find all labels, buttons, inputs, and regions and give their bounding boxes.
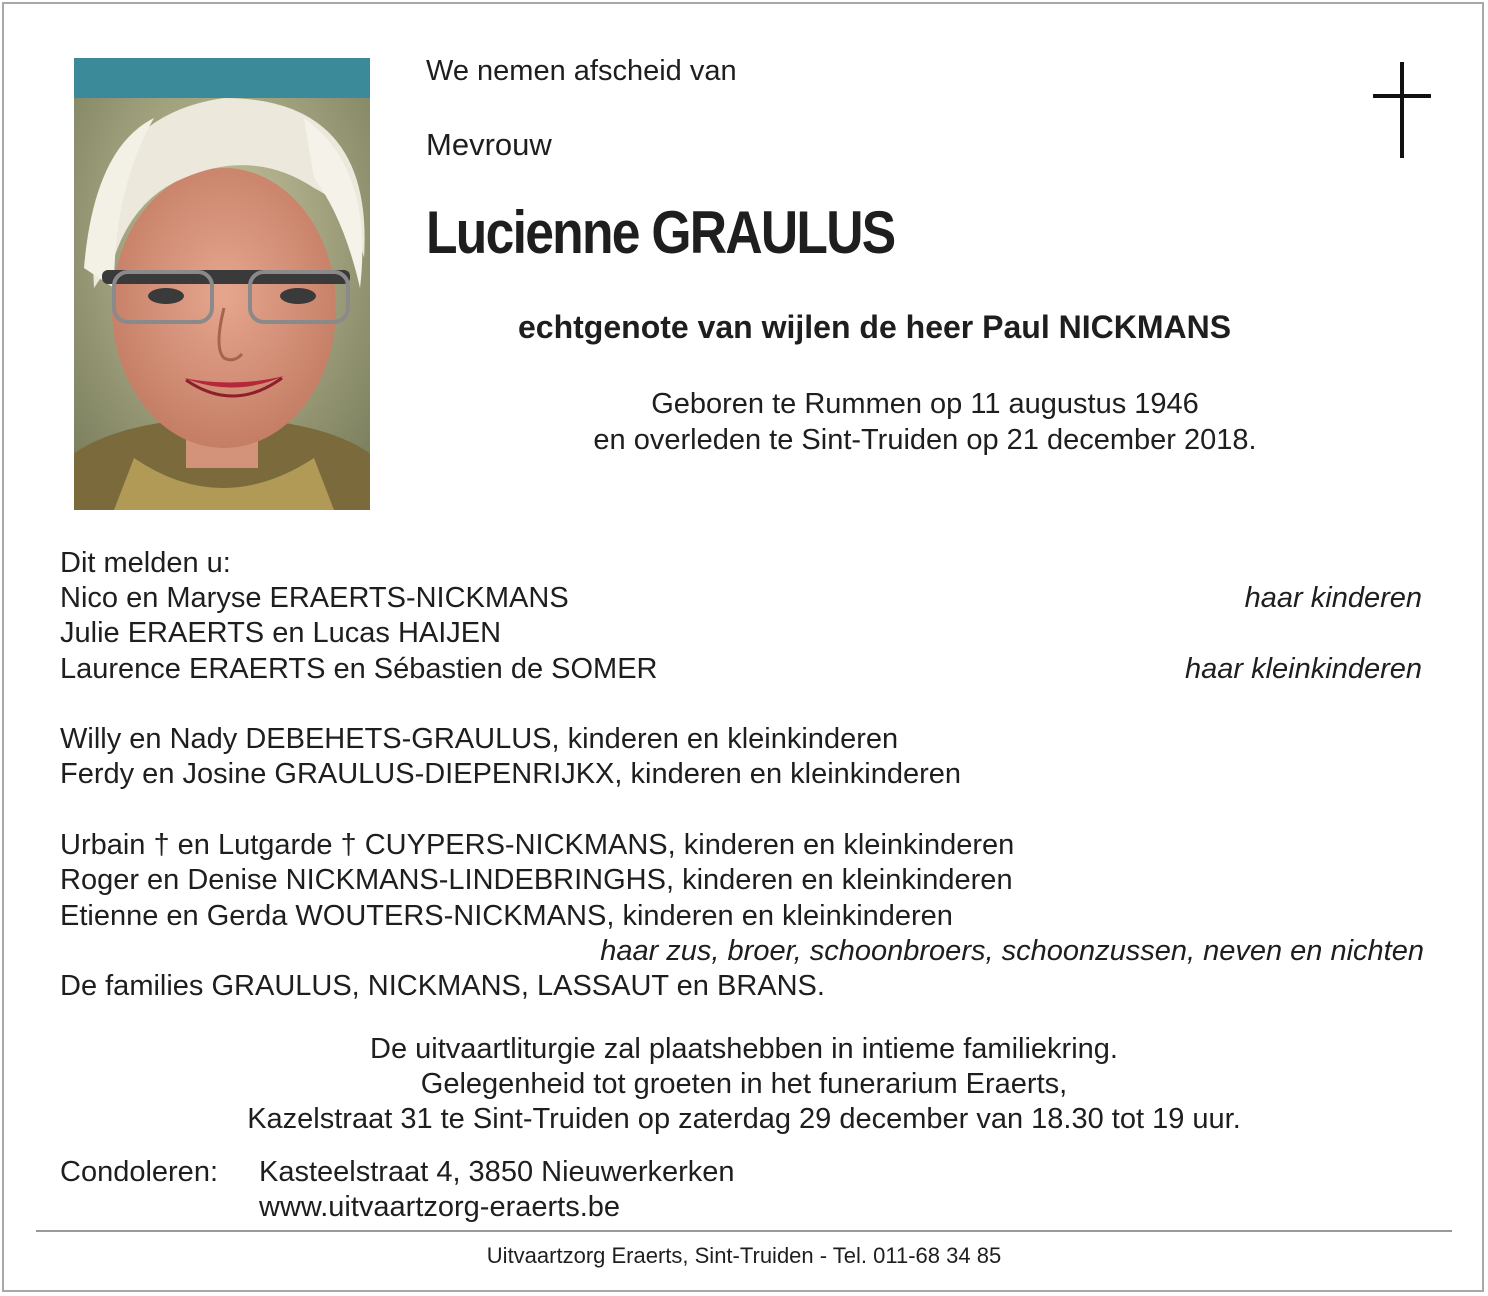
funeral-line: De uitvaartliturgie zal plaatshebben in intieme familiekring. — [370, 1033, 1118, 1065]
portrait-photo — [74, 58, 370, 510]
deceased-name: Lucienne GRAULUS — [426, 199, 895, 266]
footer-divider — [36, 1230, 1452, 1232]
cross-icon-bar — [1373, 94, 1431, 98]
spouse-line: echtgenote van wijlen de heer Paul NICKMANS — [518, 309, 1232, 345]
family-role: haar kleinkinderen — [1185, 653, 1422, 685]
birth-line: Geboren te Rummen op 11 augustus 1946 — [651, 388, 1199, 420]
family-line: Willy en Nady DEBEHETS-GRAULUS, kinderen en kleinkinderen — [60, 723, 899, 755]
condolences-address: Kasteelstraat 4, 3850 Nieuwerkerken — [259, 1156, 735, 1188]
family-line: Etienne en Gerda WOUTERS-NICKMANS, kinderen en kleinkinderen — [60, 900, 953, 932]
intro-text: We nemen afscheid van — [426, 55, 737, 87]
family-line: Ferdy en Josine GRAULUS-DIEPENRIJKX, kinderen en kleinkinderen — [60, 758, 962, 790]
salutation: Mevrouw — [426, 127, 552, 162]
family-role: haar zus, broer, schoonbroers, schoonzussen, neven en nichten — [600, 935, 1424, 967]
funeral-line: Kazelstraat 31 te Sint-Truiden op zaterdag 29 december van 18.30 tot 19 uur. — [247, 1103, 1241, 1135]
family-line: Laurence ERAERTS en Sébastien de SOMER — [60, 653, 658, 685]
condolences-website[interactable]: www.uitvaartzorg-eraerts.be — [259, 1191, 621, 1223]
family-line: Nico en Maryse ERAERTS-NICKMANS — [60, 582, 569, 614]
funeral-line: Gelegenheid tot groeten in het funerarium Eraerts, — [420, 1068, 1068, 1100]
condolences-label: Condoleren: — [60, 1156, 218, 1188]
family-line: De families GRAULUS, NICKMANS, LASSAUT en BRANS. — [60, 970, 825, 1002]
family-line: Roger en Denise NICKMANS-LINDEBRINGHS, kinderen en kleinkinderen — [60, 864, 1013, 896]
cross-icon — [1400, 62, 1404, 158]
family-line: Urbain † en Lutgarde † CUYPERS-NICKMANS, kinderen en kleinkinderen — [60, 829, 1015, 861]
death-line: en overleden te Sint-Truiden op 21 december 2018. — [593, 424, 1257, 456]
portrait-illustration — [74, 58, 370, 510]
footer-text: Uitvaartzorg Eraerts, Sint-Truiden - Tel. 011-68 34 85 — [486, 1243, 1002, 1268]
family-heading: Dit melden u: — [60, 547, 231, 579]
family-line: Julie ERAERTS en Lucas HAIJEN — [60, 617, 502, 649]
family-role: haar kinderen — [1244, 582, 1422, 614]
